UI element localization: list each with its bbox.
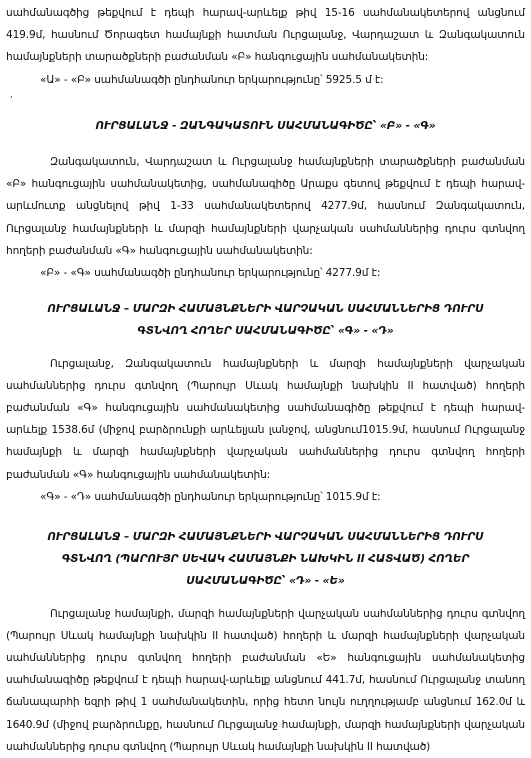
stray-mark: , bbox=[10, 89, 13, 99]
paragraph-4: Ուրցալանջ համայնքի, մարզի համայնքների վարչական սահմաններից դուրս գտնվող (Պարույր Սևակ համայնքի նախկին II հատված) հողերի և մարզի համայնքների վարչական սահմաններից դուրս գտնվող հողերի բաժանման «Ե» հանգուցային սահմանակետից սահմանագիծը թեքվում է դեպի հարավ-արևելք անցնում 441.7մ, հասնում Ուրցալանջ տանող ճանապարհի եզրի թիվ 1 սահմանակետին, որից հետո նույն ուղղությամբ անցնում 162.0մ և 1640.9մ (միջով բարձրունքը, հասնում Ուրցալանջ համայնքի, մարզի համայնքների վարչական սահմաններից դուրս գտնվող (Պարույր Սևակ համայնքի նախկին II հատված) bbox=[6, 607, 525, 753]
section-heading-2: ՈՒՐՑԱԼԱՆՋ – ՄԱՐԶԻ ՀԱՄԱՅՆՔՆԵՐԻ ՎԱՐՉԱԿԱՆ ՍԱՀՄԱՆՆԵՐԻՑ ԴՈՒՐՍ ԳՏՆՎՈՂ ՀՈՂԵՐ ՍԱՀՄԱՆԱԳԻԾԸ՝ «Գ» - «Դ» bbox=[47, 303, 484, 338]
paragraph-1-length: «Ա» - «Բ» սահմանագծի ընդհանուր երկարությունը՝ 5925.5 մ է: bbox=[40, 73, 384, 86]
paragraph-3: Ուրցալանջ, Զանգակատուն համայնքների և մարզի համայնքների վարչական սահմաններից դուրս գտնվող (Պարույր Սևակ համայնքի նախկին II հատված) հողերի բաժանման «Գ» հանգուցային սահմանակետից սահմանագիծը թեքվում է դեպի հարավ-արևելք 1538.6մ (միջով բարձրունքի արևելյան լանջով, անցնում1015.9մ, հասնում Ուրցալանջ համայնքի և մարզի համայնքների վարչական սահմաններից դուրս գտնվող հողերի բաժանման «Գ» հանգուցային սահմանակետին: bbox=[6, 357, 525, 481]
section-heading-3: ՈՒՐՑԱԼԱՆՋ – ՄԱՐԶԻ ՀԱՄԱՅՆՔՆԵՐԻ ՎԱՐՉԱԿԱՆ ՍԱՀՄԱՆՆԵՐԻՑ ԴՈՒՐՍ ԳՏՆՎՈՂ (ՊԱՐՈՒՅՐ ՍԵՎԱԿ ՀԱՄԱՅՆՔԻ ՆԱԽԿԻՆ II ՀԱՏՎԱԾ) ՀՈՂԵՐ ՍԱՀՄԱՆԱԳԻԾԸ՝ «Դ» - «Ե» bbox=[47, 531, 484, 588]
paragraph-1: սահմանագծից թեքվում է դեպի հարավ-արևելք թիվ 15-16 սահմանակետերով անցնում 419.9մ, հասնում Ծորագետ համայնքի հատման Ուրցալանջ, Վարդաշատ և Զանգակատուն համայնքների տարածքների բաժանման «Բ» հանգուցային սահմանակետին: bbox=[6, 7, 525, 64]
paragraph-2-length: «Բ» - «Գ» սահմանագծի ընդհանուր երկարությունը՝ 4277.9մ է: bbox=[40, 267, 381, 280]
section-heading-1: ՈՒՐՑԱԼԱՆՋ - ԶԱՆԳԱԿԱՏՈՒՆ ՍԱՀՄԱՆԱԳԻԾԸ՝ «Բ» - «Գ» bbox=[95, 119, 436, 132]
paragraph-3-length: «Գ» - «Դ» սահմանագծի ընդհանուր երկարությունը՝ 1015.9մ է: bbox=[40, 490, 381, 503]
paragraph-2: Զանգակատուն, Վարդաշատ և Ուրցալանջ համայնքների տարածքների բաժանման «Բ» հանգուցային սահմանակետից, սահմանագիծը Արաքս գետով թեքվում է դեպի հարավ-արևմուտք անցնելով թիվ 1-33 սահմանակետերով 4277.9մ, հասնում Զանգակատուն, Ուրցալանջ համայնքների և մարզի համայնքների վարչական սահմաններից դուրս գտնվող հողերի բաժանման «Գ» հանգուցային սահմանակետին: bbox=[6, 156, 525, 257]
